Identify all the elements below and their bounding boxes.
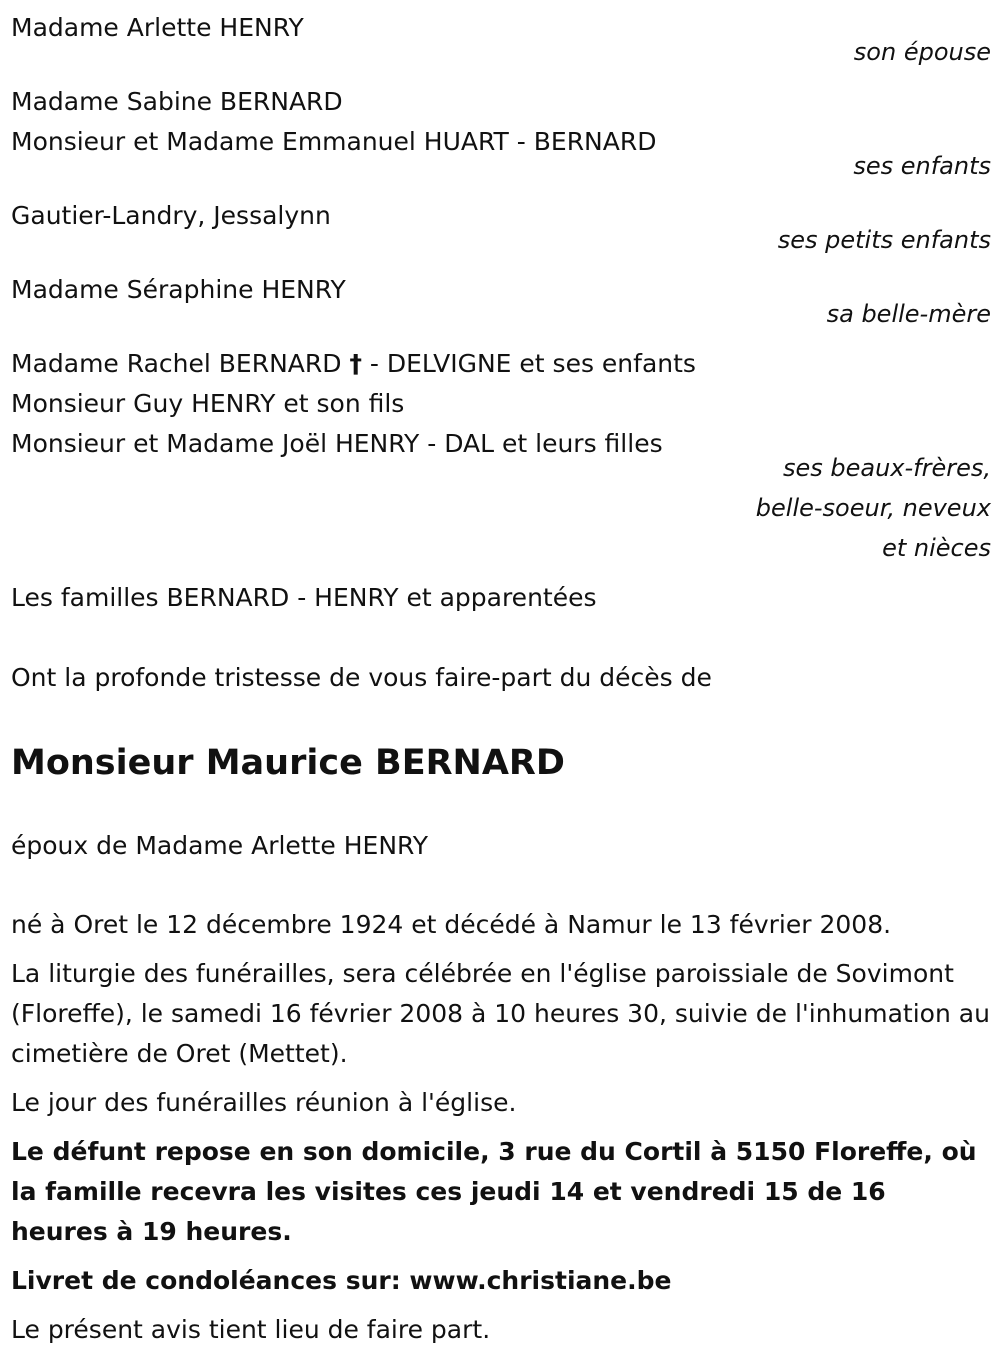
family-role: et nièces bbox=[882, 534, 991, 562]
family-name: Gautier-Landry, Jessalynn bbox=[11, 201, 331, 230]
family-name: Les familles BERNARD - HENRY et apparentées bbox=[11, 583, 597, 612]
reunion: Le jour des funérailles réunion à l'église. bbox=[11, 1088, 517, 1117]
deceased-name: Monsieur Maurice BERNARD bbox=[11, 743, 565, 783]
condolences: Livret de condoléances sur: www.christiane.be bbox=[11, 1266, 672, 1295]
family-role: sa belle-mère bbox=[826, 300, 991, 328]
family-name: Madame Rachel BERNARD bbox=[11, 349, 342, 378]
family-role: belle-soeur, neveux bbox=[755, 494, 991, 522]
family-role: son épouse bbox=[853, 38, 991, 66]
family-name: Madame Arlette HENRY bbox=[11, 13, 304, 42]
family-name: Monsieur et Madame Emmanuel HUART - BERNARD bbox=[11, 127, 657, 156]
spouse-line: époux de Madame Arlette HENRY bbox=[11, 831, 429, 860]
family-name-suffix: - DELVIGNE et ses enfants bbox=[369, 349, 696, 378]
family-role: ses enfants bbox=[853, 152, 991, 180]
announcement: Ont la profonde tristesse de vous faire-part du décès de bbox=[11, 663, 712, 692]
visits: Le défunt repose en son domicile, 3 rue du Cortil à 5150 Floreffe, où la famille recevra les visites ces jeudi 14 et vendredi 15 de 16 heures à 19 heures. bbox=[11, 1137, 977, 1246]
family-name: Madame Sabine BERNARD bbox=[11, 87, 343, 116]
family-name: Monsieur et Madame Joël HENRY - DAL et leurs filles bbox=[11, 429, 663, 458]
family-role: ses petits enfants bbox=[777, 226, 991, 254]
liturgy: La liturgie des funérailles, sera célébrée en l'église paroissiale de Sovimont (Floreffe), le samedi 16 février 2008 à 10 heures 30, suivie de l'inhumation au cimetière de Oret (Mettet). bbox=[11, 959, 990, 1068]
family-role-group bbox=[11, 448, 991, 568]
notice: Le présent avis tient lieu de faire part. bbox=[11, 1315, 491, 1344]
family-role: ses beaux-frères, bbox=[782, 454, 991, 482]
family-name-rachel bbox=[11, 344, 991, 384]
family-name: Monsieur Guy HENRY et son fils bbox=[11, 389, 405, 418]
family-name: Madame Séraphine HENRY bbox=[11, 275, 346, 304]
obituary-notice bbox=[11, 8, 991, 1350]
birth-death: né à Oret le 12 décembre 1924 et décédé à Namur le 13 février 2008. bbox=[11, 910, 892, 939]
cross-icon: † bbox=[349, 349, 362, 378]
